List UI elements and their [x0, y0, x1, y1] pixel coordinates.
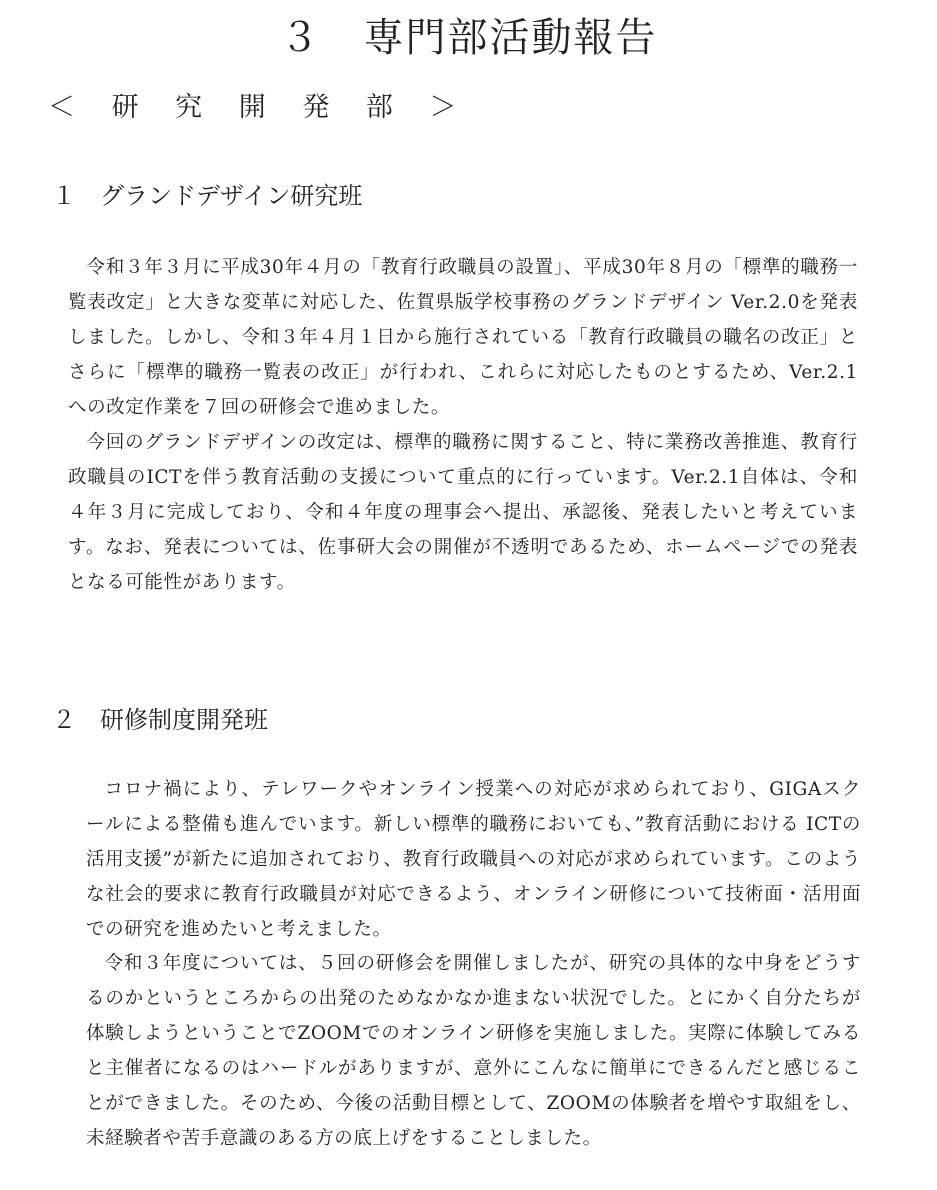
section-heading-training-system	[52, 700, 268, 740]
section-heading-grand-design	[52, 176, 362, 216]
section-paragraph: 今回のグランドデザインの改定は、標準的職務に関すること、特に業務改善推進、教育行政職員のICTを伴う教育活動の支援について重点的に行っています。Ver.2.1自体は、令和４年３月に完成しており、令和４年度の理事会へ提出、承認後、発表したいと考えています。なお、発表については、佐事研大会の開催が不透明であるため、ホームページでの発表となる可能性があります。	[68, 432, 858, 593]
section-title: 研修制度開発班	[100, 706, 268, 734]
section-paragraph: 令和３年度については、５回の研修会を開催しましたが、研究の具体的な中身をどうするのかというところからの出発のためなかなか進まない状況でした。とにかく自分たちが体験しようということでZOOMでのオンライン研修を実施しました。実際に体験してみると主催者になるのはハードルがありますが、意外にこんなに簡単にできるんだと感じることができました。そのため、今後の活動目標として、ZOOMの体験者を増やす取組をし、未経験者や苦手意識のある方の底上げをすることしました。	[86, 953, 861, 1149]
section-number: １	[52, 182, 76, 210]
page-title: ３ 専門部活動報告	[279, 15, 658, 61]
section-title: グランドデザイン研究班	[100, 182, 363, 210]
department-heading: ＜ 研 究 開 発 部 ＞	[48, 92, 471, 123]
section-paragraph: 令和３年３月に平成30年４月の「教育行政職員の設置」、平成30年８月の「標準的職務一覧表改定」と大きな変革に対応した、佐賀県版学校事務のグランドデザイン Ver.2.0を発表しました。しかし、令和３年４月１日から施行されている「教育行政職員の職名の改正」とさらに「標準的職務一覧表の改正」が行われ、これらに対応したものとするため、Ver.2.1への改定作業を７回の研修会で進めました。	[68, 257, 858, 418]
section-number: ２	[52, 706, 76, 734]
section-paragraph: コロナ禍により、テレワークやオンライン授業への対応が求められており、GIGAスクールによる整備も進んでいます。新しい標準的職務においても、”教育活動における ICTの活用支援”が新たに追加されており、教育行政職員への対応が求められています。このような社会的要求に教育行政職員が対応できるよう、オンライン研修について技術面・活用面での研究を進めたいと考えました。	[86, 779, 861, 940]
